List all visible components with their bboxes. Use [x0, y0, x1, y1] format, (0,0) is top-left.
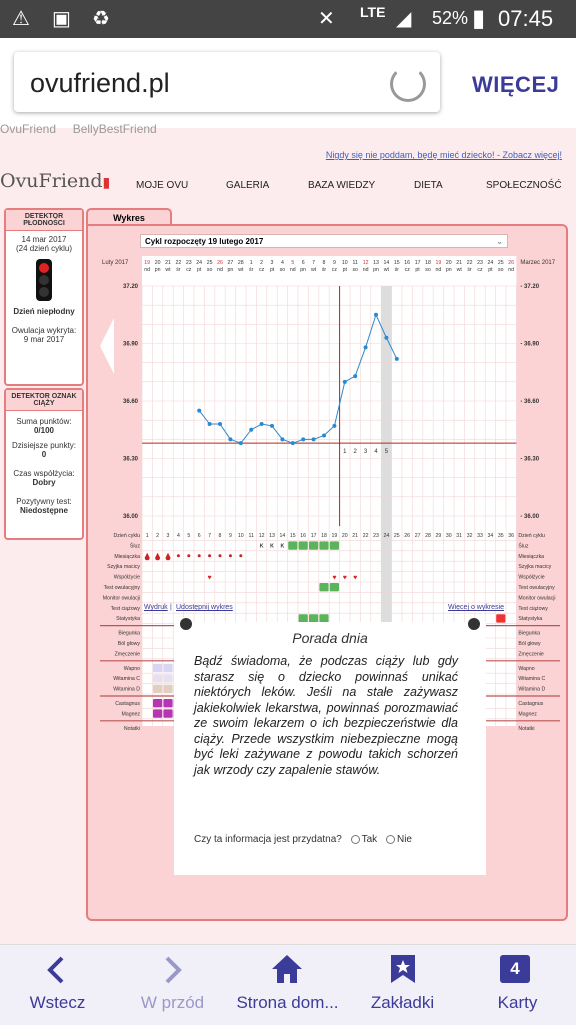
- cycle-day-number: 22: [362, 533, 369, 539]
- weekday-label: pn: [227, 267, 234, 273]
- pregnancy-detector: [4, 388, 84, 540]
- date-label: 1: [249, 260, 253, 266]
- cycle-day-number: 20: [341, 533, 348, 539]
- date-label: 21: [165, 260, 171, 266]
- tabs-icon: 4: [500, 955, 530, 983]
- url-bar[interactable]: [14, 52, 440, 112]
- detector-date: 14 mar 2017: [21, 235, 67, 244]
- status-bar: [0, 0, 576, 38]
- cycle-day-number: 6: [197, 533, 201, 539]
- mucus-block: [319, 541, 328, 549]
- ovulation-test-block: [330, 583, 339, 591]
- weekday-label: pn: [373, 267, 379, 273]
- cycle-day-number: 13: [269, 533, 275, 539]
- warning-icon: ⚠: [12, 8, 30, 30]
- cycle-day-number: 16: [300, 533, 307, 539]
- date-label: 15: [393, 260, 400, 266]
- row-label-left: Monitor owulacji: [102, 595, 140, 602]
- temperature-point: [374, 313, 378, 317]
- mucus-block: [309, 541, 318, 549]
- row-label-right: Magnez: [518, 711, 537, 718]
- weekday-label: wt: [165, 267, 171, 273]
- row-label-right: Wapno: [518, 665, 535, 672]
- date-label: 25: [497, 260, 504, 266]
- cycle-day-number: 14: [279, 533, 286, 539]
- radio-yes[interactable]: [351, 835, 360, 844]
- test-value: Niedostępne: [19, 506, 68, 515]
- bookmark-star-icon: [389, 953, 417, 985]
- date-label: 20: [445, 260, 452, 266]
- weekday-label: śr: [249, 267, 254, 273]
- weekday-label: cz: [404, 267, 410, 273]
- mucus-mark: K: [270, 543, 274, 550]
- row-label-left: Wapno: [123, 665, 140, 672]
- month-right-label: Marzec 2017: [520, 260, 556, 266]
- row-label-left: Dzień cyklu: [113, 533, 140, 539]
- month-left-label: Luty 2017: [102, 260, 129, 266]
- cycle-day-number: 18: [321, 533, 327, 539]
- menstruation-light-icon: [219, 554, 222, 557]
- mucus-block: [299, 541, 308, 549]
- date-label: 3: [270, 260, 274, 266]
- weekday-label: nd: [362, 267, 369, 273]
- y-tick-left: 36.60: [122, 399, 138, 405]
- row-label-left: Śluz: [129, 543, 140, 550]
- temperature-point: [395, 357, 399, 361]
- row-label-right: Witamina D: [518, 686, 546, 693]
- nav-galeria[interactable]: GALERIA: [226, 180, 270, 191]
- cycle-day-number: 15: [289, 533, 296, 539]
- vitamin-c-block: [163, 674, 172, 682]
- date-label: 21: [456, 260, 463, 266]
- weekday-label: śr: [176, 267, 181, 273]
- today-value: 0: [41, 450, 47, 459]
- print-link[interactable]: Wydruk: [144, 604, 168, 611]
- cycle-day-number: 19: [331, 533, 338, 539]
- today-label: Dzisiejsze punkty:: [11, 441, 77, 450]
- cycle-day-number: 35: [497, 533, 504, 539]
- date-label: 13: [373, 260, 379, 266]
- nav-baza-wiedzy[interactable]: BAZA WIEDZY: [308, 180, 376, 191]
- weekday-label: pt: [342, 267, 347, 273]
- pin-icon: [468, 618, 480, 630]
- chevron-left-icon: [42, 955, 72, 985]
- weekday-label: śr: [467, 267, 472, 273]
- row-label-right: Test ciążowy: [518, 605, 548, 612]
- date-label: 26: [217, 260, 223, 266]
- bookmarks-button[interactable]: [345, 945, 460, 1025]
- back-label: Wstecz: [29, 993, 86, 1012]
- cycle-day-number: 32: [466, 533, 473, 539]
- date-label: 24: [487, 260, 494, 266]
- intercourse-heart-icon: ♥: [342, 574, 347, 582]
- recycle-icon: ♻: [92, 8, 110, 30]
- cycle-day-number: 5: [187, 533, 191, 539]
- temperature-point: [353, 374, 357, 378]
- weekday-label: wt: [456, 267, 462, 273]
- row-label-left: Witamina C: [113, 676, 140, 683]
- signal-icon: ◢: [396, 8, 412, 30]
- weekday-label: pt: [269, 267, 275, 273]
- cycle-day-number: 10: [237, 533, 244, 539]
- cycle-day-number: 27: [414, 533, 421, 539]
- date-label: 19: [144, 260, 151, 266]
- date-label: 6: [301, 260, 305, 266]
- cycle-day-number: 24: [383, 533, 390, 539]
- weekday-label: cz: [477, 267, 483, 273]
- temperature-point: [239, 441, 243, 445]
- date-label: 11: [352, 260, 358, 266]
- browser-toolbar: [0, 38, 576, 129]
- tip-body: Bądź świadoma, że podczas ciąży lub gdy starasz się o dziecko powinnaś unikać niektórych leków. Jeśli na stałe zażywasz jakiekolwiek lekarstwa, powinnaś porozmawiać ze swoim lekarzem o ich bezpieczeństwie dla ciąży. Przede wszystkim niebezpieczne mogą być leki zażywane z powodu takich schorzeń jak wrzody czy zapalenie stawów.: [194, 654, 458, 777]
- weekday-label: nd: [435, 267, 442, 273]
- row-label-right: Monitor owulacji: [518, 595, 556, 602]
- magnesium-block: [153, 709, 162, 717]
- weekday-label: śr: [321, 267, 327, 273]
- post-ovulation-day-label: 1: [343, 449, 347, 456]
- row-label-right: Szyjka macicy: [518, 564, 552, 571]
- row-label-left: Ból głowy: [117, 641, 140, 647]
- site-logo[interactable]: [0, 170, 110, 192]
- row-label-right: Dzień cyklu: [518, 533, 545, 539]
- row-label-left: Witamina D: [113, 686, 140, 693]
- row-label-right: Statystyka: [518, 616, 543, 623]
- nav-dieta[interactable]: DIETA: [414, 180, 443, 191]
- temperature-point: [270, 424, 274, 428]
- post-ovulation-day-label: 3: [363, 449, 368, 456]
- forward-button[interactable]: [115, 945, 230, 1025]
- weekday-label: wt: [238, 267, 244, 273]
- weekday-label: so: [206, 267, 213, 273]
- pregnancy-detector-head: DETEKTOR OZNAK CIĄŻY: [6, 390, 82, 411]
- row-label-left: Miesiączka: [114, 553, 140, 560]
- pin-icon: [180, 618, 192, 630]
- intercourse-heart-icon: ♥: [207, 574, 212, 582]
- temperature-point: [332, 424, 336, 428]
- detector-status: Dzień niepłodny: [13, 307, 75, 316]
- weekday-label: so: [425, 267, 431, 273]
- row-label-left: Statystyka: [116, 616, 140, 623]
- cycle-day-number: 4: [176, 533, 180, 539]
- temperature-point: [260, 422, 264, 426]
- weekday-label: pn: [445, 267, 452, 273]
- date-label: 17: [414, 260, 421, 266]
- tip-title: Porada dnia: [292, 630, 368, 646]
- tip-card: [174, 622, 486, 875]
- mucus-mark: K: [259, 543, 264, 550]
- url-text[interactable]: ovufriend.pl: [30, 68, 170, 98]
- row-label-left: Biegunka: [118, 630, 140, 637]
- date-label: 27: [227, 260, 234, 266]
- weekday-label: nd: [144, 267, 151, 273]
- temperature-point: [364, 345, 368, 349]
- temperature-point: [228, 437, 232, 441]
- test-label: Pozytywny test:: [16, 497, 72, 506]
- calcium-block: [153, 664, 162, 672]
- radio-no-label[interactable]: Nie: [396, 834, 412, 845]
- row-label-left: Test ciążowy: [110, 605, 140, 612]
- sum-label: Suma punktów:: [16, 417, 72, 426]
- mucus-block: [330, 541, 339, 549]
- menstruation-light-icon: [187, 554, 190, 557]
- weekday-label: so: [352, 267, 358, 273]
- temperature-point: [312, 437, 316, 441]
- temperature-point: [322, 434, 326, 438]
- row-label-right: Ból głowy: [518, 641, 541, 647]
- date-label: 23: [477, 260, 483, 266]
- row-label-right: Witamina C: [518, 676, 546, 683]
- row-label-left: Szyjka macicy: [107, 564, 140, 571]
- date-label: 14: [383, 260, 390, 266]
- post-ovulation-day-label: 4: [374, 449, 378, 456]
- weekday-label: nd: [508, 267, 515, 273]
- menstruation-light-icon: [229, 554, 232, 557]
- menstruation-light-icon: [198, 554, 201, 557]
- date-label: 4: [280, 260, 284, 266]
- temperature-point: [218, 422, 222, 426]
- cycle-day-number: 11: [248, 533, 254, 539]
- date-label: 24: [196, 260, 203, 266]
- slogan-link[interactable]: Nigdy się nie poddam, będę mieć dziecko! - Zobacz więcej!: [325, 150, 562, 160]
- cycle-day-number: 12: [258, 533, 265, 539]
- battery-percent: 52%: [432, 8, 469, 28]
- date-label: 25: [206, 260, 213, 266]
- cycle-day-number: 30: [445, 533, 452, 539]
- cycle-day-number: 8: [218, 533, 222, 539]
- weekday-label: śr: [394, 267, 399, 273]
- link-separator: |: [170, 604, 172, 611]
- ovulation-label: Owulacja wykryta:: [11, 326, 77, 335]
- date-label: 26: [508, 260, 515, 266]
- menstruation-light-icon: [208, 554, 211, 557]
- row-label-left: Zmęczenie: [114, 651, 140, 658]
- menstruation-light-icon: [239, 554, 242, 557]
- y-tick-left: 36.90: [122, 341, 138, 348]
- cycle-day-number: 1: [145, 533, 149, 539]
- row-label-left: Test owulacyjny: [103, 585, 140, 591]
- row-label-right: Miesiączka: [518, 553, 545, 560]
- browser-bottom-bar: [0, 944, 576, 1025]
- temperature-point: [343, 380, 347, 384]
- home-label: Strona dom...: [236, 993, 339, 1012]
- partner-logos: OvuFriend BellyBestFriend: [0, 122, 157, 136]
- row-label-left: Współżycie: [113, 574, 140, 581]
- cycle-day-number: 33: [477, 533, 483, 539]
- fertility-detector: [4, 208, 84, 386]
- temperature-point: [208, 422, 212, 426]
- share-link[interactable]: Udostępnij wykres: [176, 604, 233, 611]
- cycle-day-number: 34: [487, 533, 494, 539]
- cycle-day-number: 3: [166, 533, 170, 539]
- mute-icon: ✕: [318, 8, 335, 30]
- radio-no[interactable]: [386, 835, 395, 844]
- temperature-point: [280, 437, 284, 441]
- date-label: 23: [185, 260, 192, 266]
- castagnus-block: [153, 699, 162, 707]
- lte-label: LTE: [360, 4, 386, 20]
- date-label: 22: [175, 260, 182, 266]
- more-button[interactable]: WIĘCEJ: [472, 72, 560, 97]
- y-tick-right: - 37.20: [520, 284, 540, 290]
- home-button[interactable]: [230, 945, 345, 1025]
- weekday-label: cz: [186, 267, 192, 273]
- cycle-day-number: 26: [404, 533, 411, 539]
- weekday-label: pt: [488, 267, 493, 273]
- date-label: 18: [425, 260, 431, 266]
- row-label-left: Notatki: [123, 725, 140, 732]
- date-label: 20: [154, 260, 161, 266]
- bookmarks-label: Zakładki: [370, 993, 435, 1012]
- y-tick-left: 37.20: [122, 284, 138, 290]
- weekday-label: cz: [259, 267, 265, 273]
- weekday-label: nd: [217, 267, 223, 273]
- vitamin-c-block: [153, 674, 162, 682]
- calcium-block: [163, 664, 172, 672]
- date-label: 7: [312, 260, 316, 266]
- cycle-day-number: 36: [508, 533, 515, 539]
- cycle-day-number: 17: [310, 533, 317, 539]
- date-label: 9: [332, 260, 336, 266]
- detector-cycle-day: (24 dzień cyklu): [15, 244, 73, 253]
- cycle-day-number: 31: [456, 533, 463, 539]
- cycle-day-number: 28: [425, 533, 431, 539]
- date-label: 5: [291, 260, 295, 266]
- weekday-label: nd: [289, 267, 296, 273]
- date-label: 19: [435, 260, 442, 266]
- ovulation-test-block: [319, 583, 328, 591]
- date-label: 16: [404, 260, 411, 266]
- y-tick-left: 36.30: [122, 456, 138, 463]
- date-label: 10: [341, 260, 348, 266]
- nav-spolecznosc[interactable]: SPOŁECZNOŚĆ: [486, 180, 562, 191]
- temperature-point: [249, 428, 253, 432]
- weekday-label: pt: [415, 267, 420, 273]
- coit-value: Dobry: [32, 478, 56, 487]
- y-tick-right: - 36.60: [520, 399, 540, 405]
- forward-label: W przód: [140, 993, 205, 1012]
- reload-icon[interactable]: [390, 66, 426, 102]
- vitamin-d-block: [153, 685, 162, 693]
- mucus-mark: K: [280, 543, 285, 550]
- cycle-day-number: 29: [435, 533, 442, 539]
- tabs-button[interactable]: [460, 945, 575, 1025]
- cycle-day-number: 25: [393, 533, 400, 539]
- cycle-select-label: Cykl rozpoczęty 19 lutego 2017: [145, 237, 264, 246]
- weekday-label: pn: [154, 267, 161, 273]
- date-label: 12: [362, 260, 369, 266]
- y-tick-right: - 36.00: [520, 514, 540, 520]
- web-page: [0, 122, 576, 944]
- temperature-point: [197, 409, 201, 413]
- tab-wykres[interactable]: Wykres: [86, 208, 172, 226]
- row-label-right: Biegunka: [518, 630, 541, 637]
- intercourse-heart-icon: ♥: [332, 574, 337, 582]
- back-button[interactable]: [0, 945, 115, 1025]
- menstruation-light-icon: [177, 554, 180, 557]
- weekday-label: cz: [331, 267, 337, 273]
- post-ovulation-day-label: 5: [384, 449, 389, 456]
- row-label-right: Śluz: [518, 543, 529, 550]
- row-label-left: Magnez: [121, 711, 140, 718]
- traffic-light-icon: [36, 259, 52, 301]
- weekday-label: wt: [383, 267, 389, 273]
- more-about-chart-link[interactable]: Więcej o wykresie: [448, 604, 505, 611]
- cycle-day-number: 7: [208, 533, 212, 539]
- chevron-right-icon: [157, 955, 187, 985]
- intercourse-heart-icon: ♥: [353, 574, 358, 582]
- vitamin-d-block: [163, 685, 172, 693]
- temperature-point: [384, 336, 388, 340]
- date-label: 2: [260, 260, 264, 266]
- post-ovulation-day-label: 2: [353, 449, 357, 456]
- row-label-right: Współżycie: [518, 574, 545, 581]
- weekday-label: wt: [311, 267, 317, 273]
- ovulation-date: 9 mar 2017: [23, 335, 65, 344]
- row-label-right: Test owulacyjny: [518, 585, 555, 591]
- cycle-day-number: 21: [352, 533, 359, 539]
- row-label-left: Castagnus: [115, 701, 140, 707]
- statistics-red-block: [496, 614, 505, 622]
- temperature-point: [301, 437, 305, 441]
- weekday-label: so: [498, 267, 504, 273]
- cycle-day-number: 9: [228, 533, 232, 539]
- home-icon: [270, 953, 304, 985]
- weekday-label: so: [279, 267, 286, 273]
- coit-label: Czas współżycia:: [13, 469, 75, 478]
- sum-value: 0/100: [33, 426, 55, 435]
- tip-feedback: [194, 834, 412, 845]
- date-label: 28: [237, 260, 244, 266]
- radio-yes-label[interactable]: Tak: [361, 834, 378, 845]
- y-tick-left: 36.00: [122, 514, 138, 520]
- tabs-label: Karty: [497, 993, 538, 1012]
- date-label: 22: [466, 260, 473, 266]
- nav-moje-ovu[interactable]: MOJE OVU: [136, 180, 189, 191]
- date-label: 8: [322, 260, 326, 266]
- clock: 07:45: [498, 6, 554, 31]
- row-label-right: Zmęczenie: [518, 651, 544, 658]
- traffic-light-logo-icon: ▮: [102, 175, 111, 191]
- temperature-point: [291, 441, 295, 445]
- row-label-right: Castagnus: [518, 701, 544, 707]
- mucus-block: [288, 541, 297, 549]
- chevron-down-icon: ⌄: [496, 237, 503, 246]
- battery-icon: ▮: [472, 5, 486, 32]
- magnesium-block: [163, 709, 172, 717]
- row-label-right: Notatki: [518, 725, 535, 732]
- image-icon: ▣: [52, 8, 71, 30]
- fertility-detector-head: DETEKTOR PŁODNOŚCI: [6, 210, 82, 231]
- y-tick-right: - 36.30: [520, 456, 540, 463]
- cycle-select[interactable]: [140, 234, 508, 248]
- logo-text: OvuFriend: [0, 170, 103, 192]
- weekday-label: pt: [197, 267, 202, 273]
- cycle-day-number: 2: [156, 533, 160, 539]
- weekday-label: pn: [300, 267, 307, 273]
- castagnus-block: [163, 699, 172, 707]
- tip-question: Czy ta informacja jest przydatna?: [194, 834, 342, 845]
- cycle-day-number: 23: [373, 533, 379, 539]
- y-tick-right: - 36.90: [520, 341, 540, 348]
